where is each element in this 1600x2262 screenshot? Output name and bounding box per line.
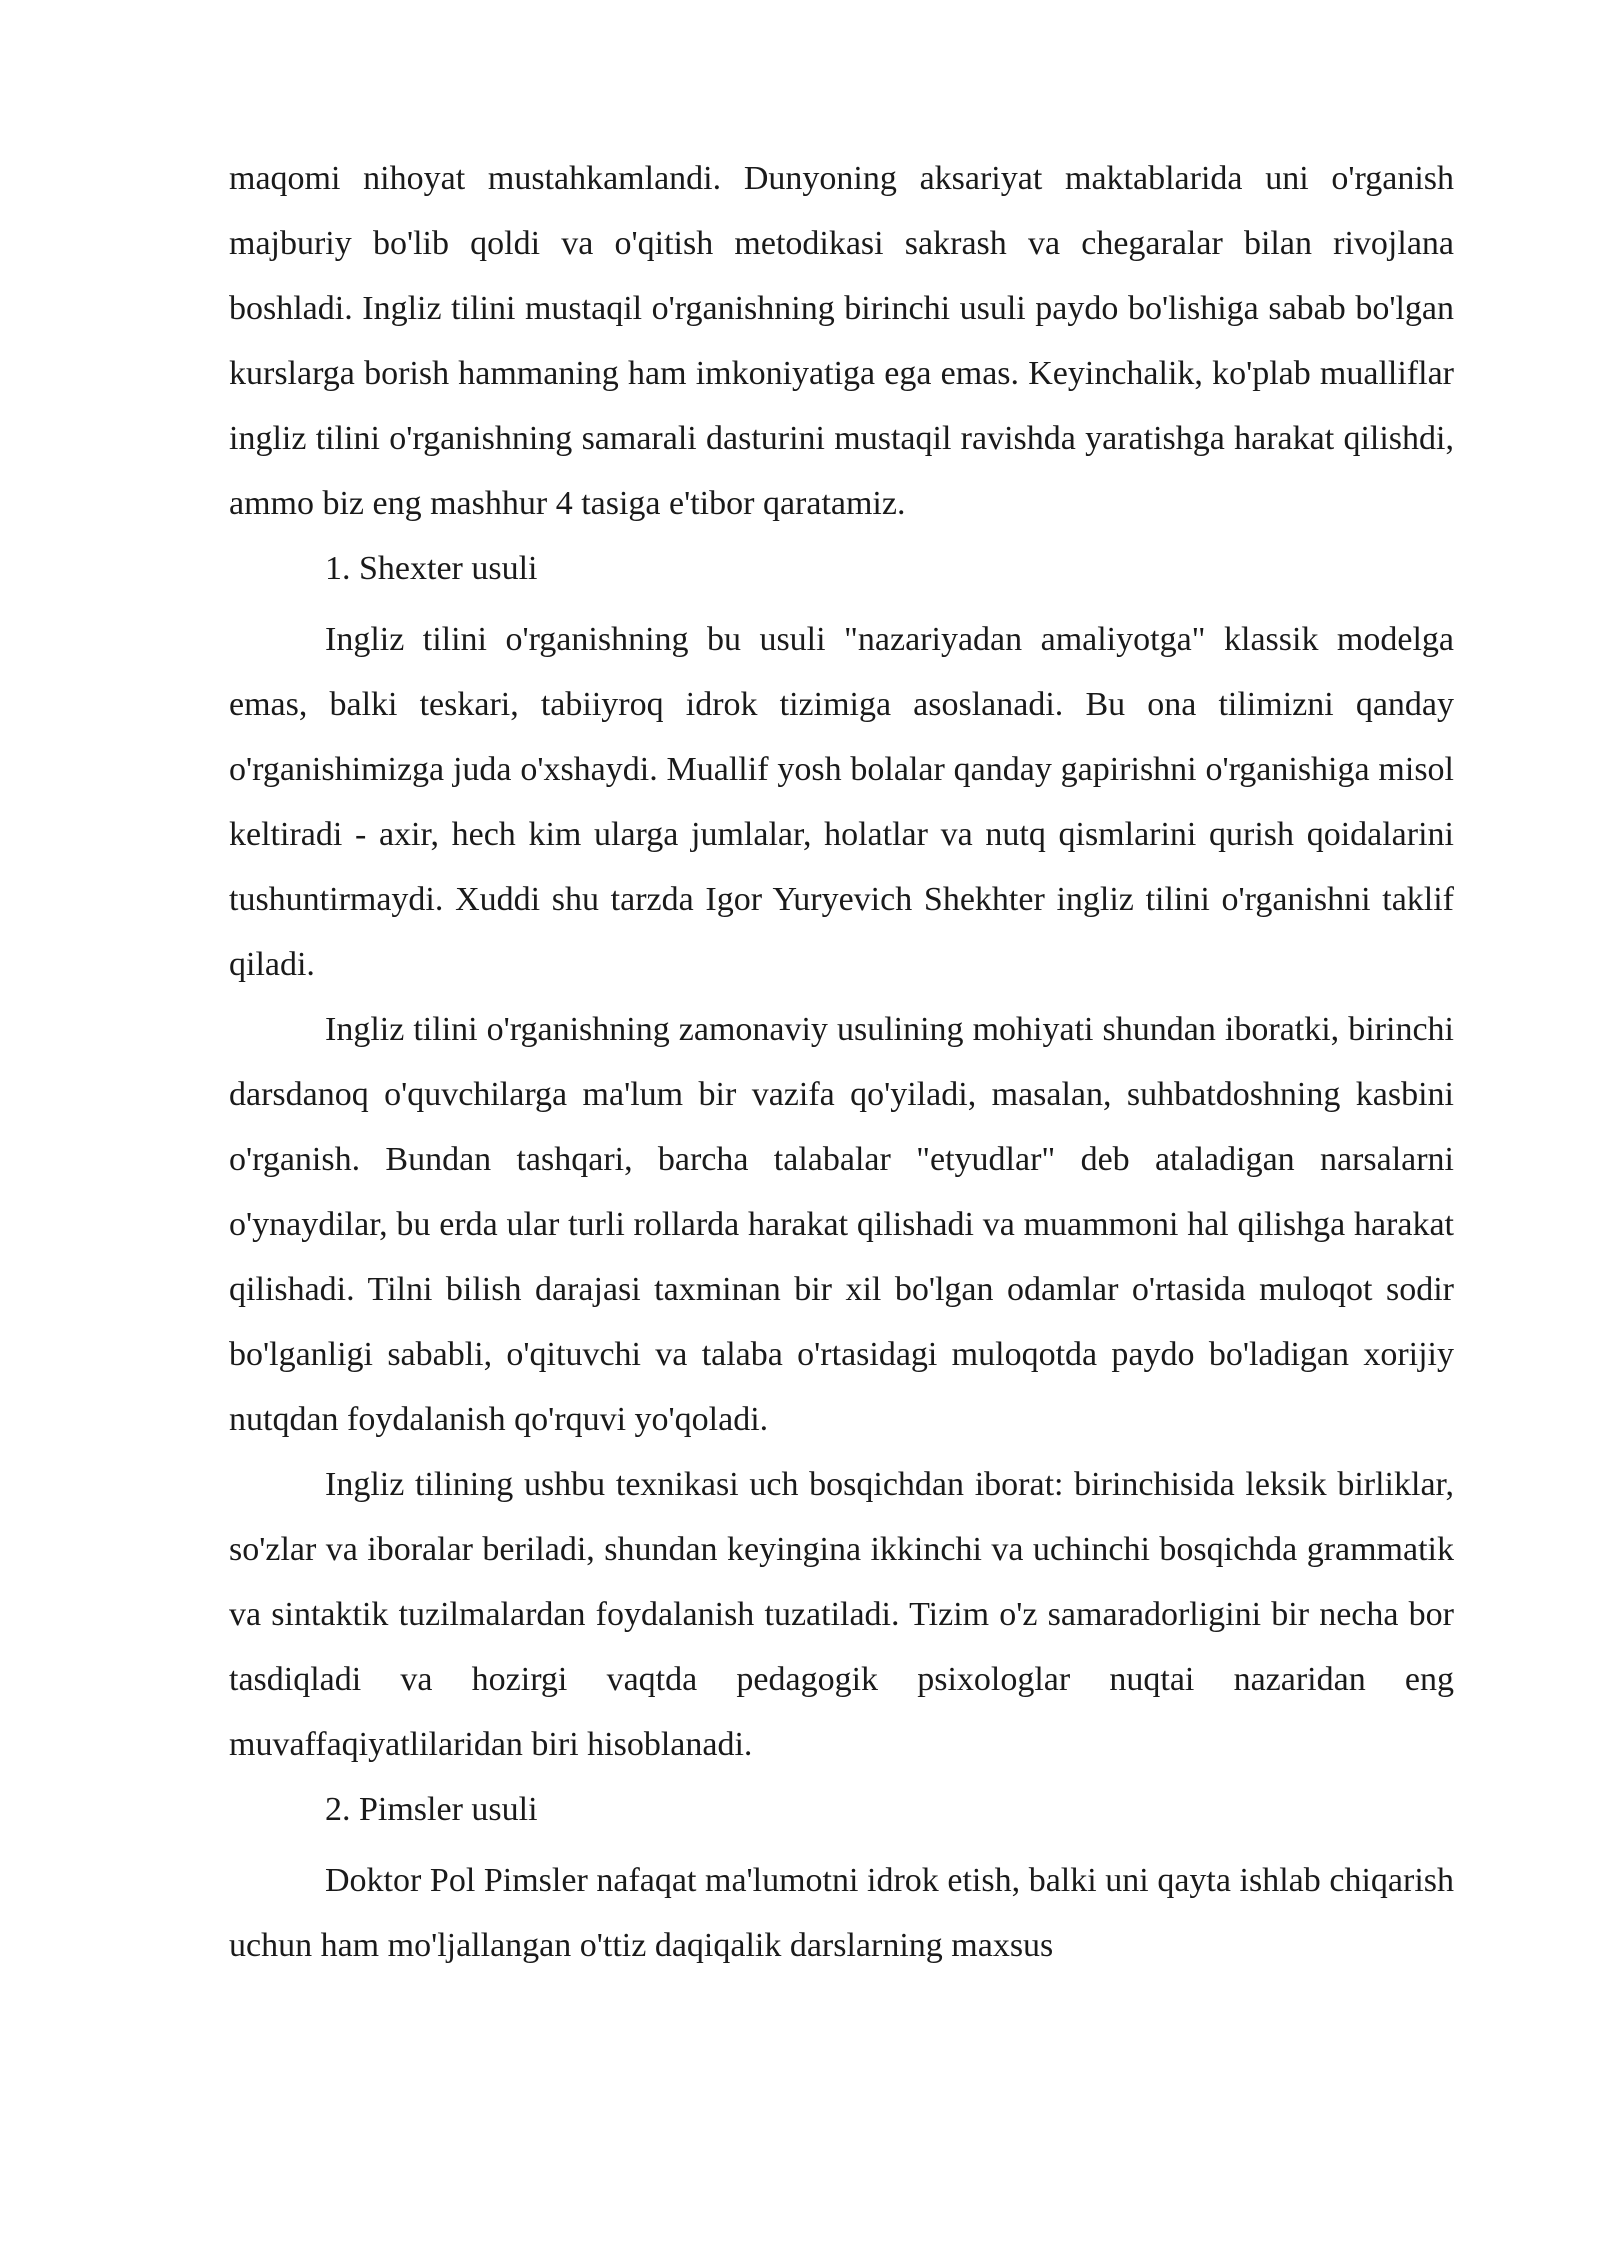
paragraph-pimsler-intro: Doktor Pol Pimsler nafaqat ma'lumotni idrok etish, balki uni qayta ishlab chiqarish uchun ham mo'ljallangan o'ttiz daqiqalik darslarning maxsus: [229, 1862, 1454, 1964]
paragraph-shexter-stages: Ingliz tilining ushbu texnikasi uch bosqichdan iborat: birinchisida leksik birliklar, so'zlar va iboralar beriladi, shundan keyingina ikkinchi va uchinchi bosqichda grammatik va sintaktik tuzilmalardan foydalanish tuzatiladi. Tizim o'z samaradorligini bir necha bor tasdiqladi va hozirgi vaqtda pedagogik psixologlar nuqtai nazaridan eng muvaffaqiyatlilaridan biri hisoblanadi.: [229, 1466, 1454, 1763]
section-heading-shexter: 1. Shexter usuli: [325, 550, 538, 587]
paragraph-shexter-essence: Ingliz tilini o'rganishning zamonaviy usulining mohiyati shundan iboratki, birinchi darsdanoq o'quvchilarga ma'lum bir vazifa qo'yiladi, masalan, suhbatdoshning kasbini o'rganish. Bundan tashqari, barcha talabalar "etyudlar" deb ataladigan narsalarni o'ynaydilar, bu erda ular turli rollarda harakat qilishadi va muammoni hal qilishga harakat qilishadi. Tilni bilish darajasi taxminan bir xil bo'lgan odamlar o'rtasida muloqot sodir bo'lganligi sababli, o'qituvchi va talaba o'rtasidagi muloqotda paydo bo'ladigan xorijiy nutqdan foydalanish qo'rquvi yo'qoladi.: [229, 1011, 1454, 1438]
paragraph-shexter-principle: Ingliz tilini o'rganishning bu usuli "nazariyadan amaliyotga" klassik modelga emas, balki teskari, tabiiyroq idrok tizimiga asoslanadi. Bu ona tilimizni qanday o'rganishimizga juda o'xshaydi. Muallif yosh bolalar qanday gapirishni o'rganishiga misol keltiradi - axir, hech kim ularga jumlalar, holatlar va nutq qismlarini qurish qoidalarini tushuntirmaydi. Xuddi shu tarzda Igor Yuryevich Shekhter ingliz tilini o'rganishni taklif qiladi.: [229, 621, 1454, 983]
paragraph-intro-continuation: maqomi nihoyat mustahkamlandi. Dunyoning aksariyat maktablarida uni o'rganish majburiy bo'lib qoldi va o'qitish metodikasi sakrash va chegaralar bilan rivojlana boshladi. Ingliz tilini mustaqil o'rganishning birinchi usuli paydo bo'lishiga sabab bo'lgan kurslarga borish hammaning ham imkoniyatiga ega emas. Keyinchalik, ko'plab mualliflar ingliz tilini o'rganishning samarali dasturini mustaqil ravishda yaratishga harakat qilishdi, ammo biz eng mashhur 4 tasiga e'tibor qaratamiz.: [229, 160, 1454, 522]
page-content: [229, 146, 1454, 1978]
section-heading-pimsler: 2. Pimsler usuli: [325, 1791, 538, 1828]
